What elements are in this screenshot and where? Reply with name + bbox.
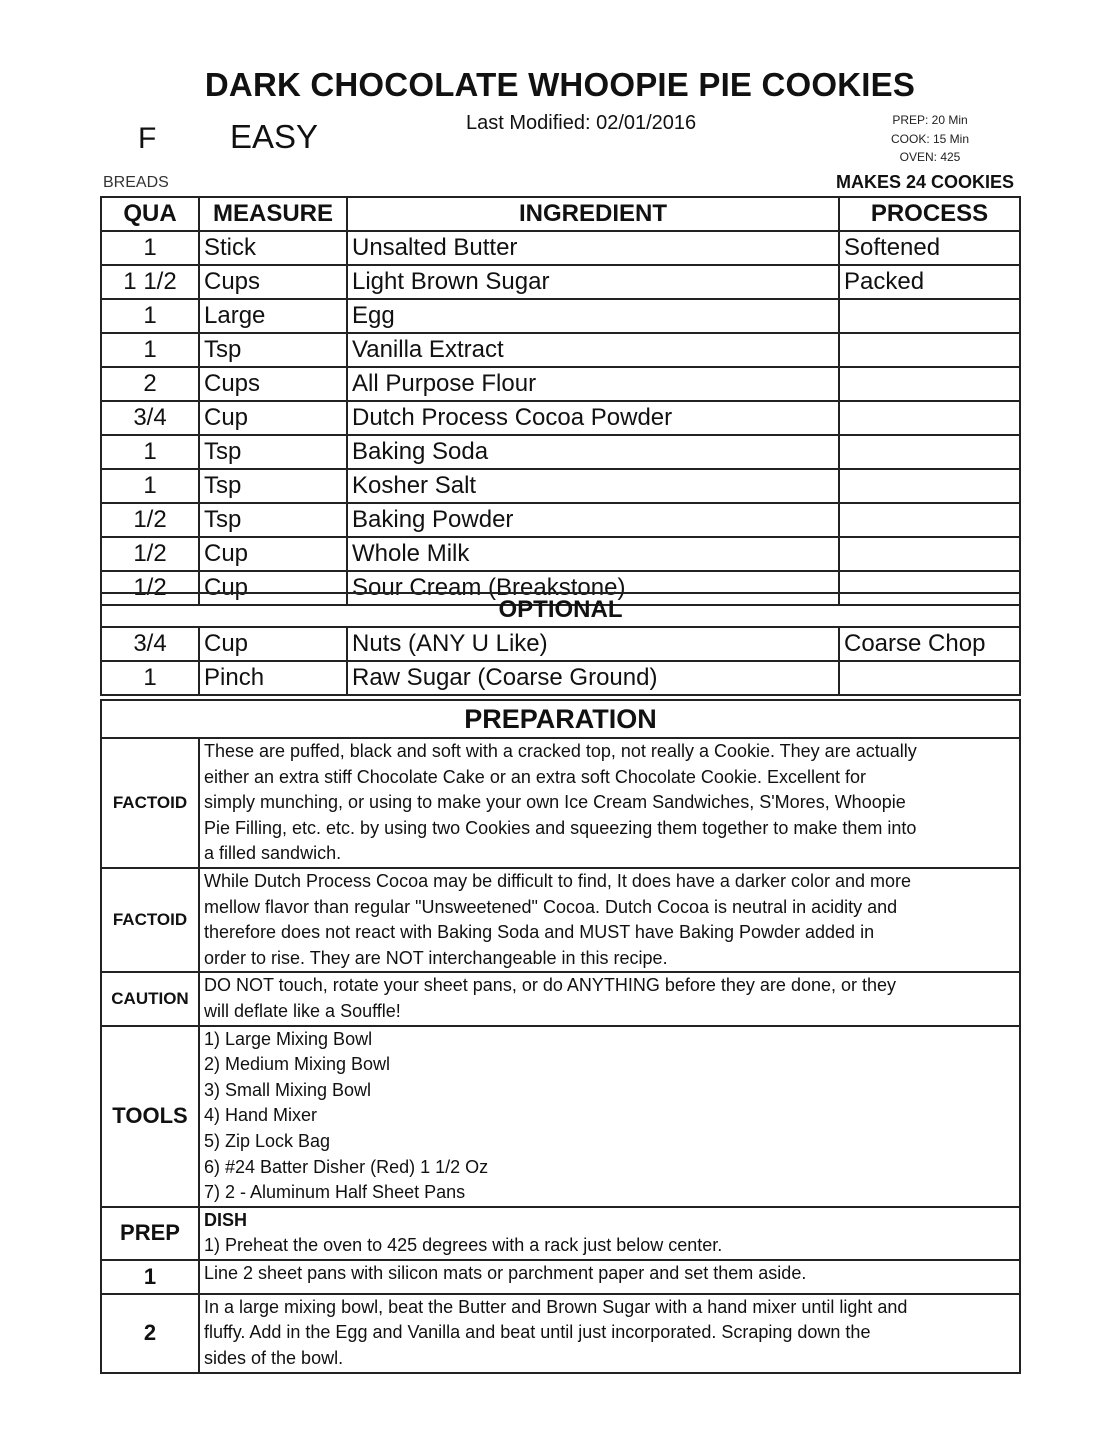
ingredient-measure: Cups xyxy=(199,367,347,401)
text-line: These are puffed, black and soft with a cracked top, not really a Cookie. They are actually xyxy=(204,741,917,761)
caution-label: CAUTION xyxy=(101,972,199,1025)
preparation-title: PREPARATION xyxy=(101,700,1020,738)
yield-label: MAKES 24 COOKIES xyxy=(835,172,1014,192)
ingredient-name: Egg xyxy=(347,299,839,333)
tool-item: 5) Zip Lock Bag xyxy=(204,1130,331,1151)
ingredient-process xyxy=(839,435,1020,469)
col-qty-header: QUA xyxy=(101,197,199,231)
prep-time: PREP: 20 Min xyxy=(892,113,968,127)
ingredient-process xyxy=(839,333,1020,367)
text-line: Pie Filling, etc. etc. by using two Cookies and squeezing them together to make them into xyxy=(204,817,917,838)
difficulty-label: EASY xyxy=(230,118,319,155)
ingredient-row xyxy=(101,469,1020,503)
ingredient-measure: Cup xyxy=(199,627,347,661)
time-info xyxy=(860,111,1000,167)
factoid-text xyxy=(199,738,1020,868)
text-line: DO NOT touch, rotate your sheet pans, or do ANYTHING before they are done, or they xyxy=(204,975,897,996)
step-row xyxy=(101,1294,1020,1373)
factoid-label: FACTOID xyxy=(101,738,199,868)
ingredient-row xyxy=(101,503,1020,537)
ingredient-qty: 1/2 xyxy=(101,503,199,537)
text-line: order to rise. They are NOT interchangeable in this recipe. xyxy=(204,947,668,968)
step-number: 1 xyxy=(101,1260,199,1294)
factoid-row xyxy=(101,738,1020,868)
ingredients-table xyxy=(100,196,1021,606)
ingredient-process xyxy=(839,537,1020,571)
text-line: simply munching, or using to make your own Ice Cream Sandwiches, S'Mores, Whoopie xyxy=(204,792,906,813)
ingredient-name: All Purpose Flour xyxy=(347,367,839,401)
text-line: will deflate like a Souffle! xyxy=(204,1000,401,1021)
ingredient-process xyxy=(839,299,1020,333)
ingredient-name: Baking Soda xyxy=(347,435,839,469)
ingredient-process xyxy=(839,401,1020,435)
recipe-title: DARK CHOCOLATE WHOOPIE PIE COOKIES xyxy=(204,66,916,103)
ingredient-qty: 1 xyxy=(101,469,199,503)
tool-item: 6) #24 Batter Disher (Red) 1 1/2 Oz xyxy=(204,1156,489,1177)
ingredient-row xyxy=(101,367,1020,401)
ingredient-name: Sour Cream (Breakstone) xyxy=(347,571,839,605)
prep-heading: DISH xyxy=(204,1209,248,1230)
ingredient-row xyxy=(101,435,1020,469)
ingredient-row xyxy=(101,231,1020,265)
ingredient-qty: 1 xyxy=(101,333,199,367)
ingredient-name: Whole Milk xyxy=(347,537,839,571)
tool-item: 2) Medium Mixing Bowl xyxy=(204,1054,391,1075)
ingredient-process xyxy=(839,503,1020,537)
ingredient-measure: Cup xyxy=(199,571,347,605)
last-modified: Last Modified: 02/01/2016 xyxy=(466,112,697,134)
ingredient-name: Light Brown Sugar xyxy=(347,265,839,299)
prep-text xyxy=(199,1207,1020,1260)
optional-body xyxy=(101,593,1020,695)
ingredient-name: Nuts (ANY U Like) xyxy=(347,627,839,661)
preparation-table xyxy=(100,699,1021,1374)
factoid-label: FACTOID xyxy=(101,868,199,972)
ingredient-name: Vanilla Extract xyxy=(347,333,839,367)
text-line: a filled sandwich. xyxy=(204,843,342,864)
col-process-header: PROCESS xyxy=(839,197,1020,231)
ingredient-measure: Pinch xyxy=(199,661,347,695)
ingredient-process xyxy=(839,469,1020,503)
ingredient-row xyxy=(101,401,1020,435)
ingredient-qty: 1/2 xyxy=(101,571,199,605)
ingredient-process: Softened xyxy=(839,231,1020,265)
ingredient-row xyxy=(101,661,1020,695)
ingredient-row xyxy=(101,265,1020,299)
factoid-text xyxy=(199,868,1020,972)
ingredient-measure: Cups xyxy=(199,265,347,299)
ingredient-row xyxy=(101,333,1020,367)
tools-list xyxy=(199,1026,1020,1207)
ingredient-row xyxy=(101,299,1020,333)
ingredient-name: Raw Sugar (Coarse Ground) xyxy=(347,661,839,695)
ingredient-measure: Cup xyxy=(199,401,347,435)
ingredient-measure: Tsp xyxy=(199,333,347,367)
ingredients-body xyxy=(101,231,1020,605)
tool-item: 4) Hand Mixer xyxy=(204,1105,318,1126)
ingredient-process xyxy=(839,661,1020,695)
step-row xyxy=(101,1260,1020,1294)
ingredient-name: Dutch Process Cocoa Powder xyxy=(347,401,839,435)
caution-text xyxy=(199,972,1020,1025)
ingredient-qty: 2 xyxy=(101,367,199,401)
step-text xyxy=(199,1260,1020,1294)
col-ingredient-header: INGREDIENT xyxy=(347,197,839,231)
text-line: either an extra stiff Chocolate Cake or an extra soft Chocolate Cookie. Excellent for xyxy=(204,766,867,787)
text-line: sides of the bowl. xyxy=(204,1348,344,1369)
step-text xyxy=(199,1294,1020,1373)
ingredient-measure: Tsp xyxy=(199,469,347,503)
tools-label: TOOLS xyxy=(101,1026,199,1207)
optional-title: OPTIONAL xyxy=(101,593,1020,627)
ingredient-name: Kosher Salt xyxy=(347,469,839,503)
ingredient-row xyxy=(101,537,1020,571)
ingredient-measure: Tsp xyxy=(199,435,347,469)
ingredient-process: Packed xyxy=(839,265,1020,299)
text-line: 1) Preheat the oven to 425 degrees with a rack just below center. xyxy=(204,1235,723,1256)
factoid-row xyxy=(101,868,1020,972)
tool-item: 3) Small Mixing Bowl xyxy=(204,1079,372,1100)
cook-time: COOK: 15 Min xyxy=(890,131,970,146)
text-line: In a large mixing bowl, beat the Butter and Brown Sugar with a hand mixer until light and xyxy=(204,1296,908,1317)
ingredients-header-row xyxy=(101,197,1020,231)
ingredient-process xyxy=(839,367,1020,401)
ingredient-measure: Large xyxy=(199,299,347,333)
text-line: fluffy. Add in the Egg and Vanilla and beat until just incorporated. Scraping down the xyxy=(204,1322,871,1343)
tools-row xyxy=(101,1026,1020,1207)
ingredient-qty: 3/4 xyxy=(101,627,199,661)
tool-item: 1) Large Mixing Bowl xyxy=(204,1028,373,1049)
text-line: mellow flavor than regular "Unsweetened" Cocoa. Dutch Cocoa is neutral in acidity and xyxy=(204,896,898,917)
ingredient-qty: 1/2 xyxy=(101,537,199,571)
text-line: Line 2 sheet pans with silicon mats or parchment paper and set them aside. xyxy=(204,1262,807,1283)
text-line: therefore does not react with Baking Soda and MUST have Baking Powder added in xyxy=(204,922,875,943)
ingredient-name: Unsalted Butter xyxy=(347,231,839,265)
ingredient-qty: 3/4 xyxy=(101,401,199,435)
optional-table xyxy=(100,592,1021,696)
ingredient-qty: 1 xyxy=(101,661,199,695)
recipe-code: F xyxy=(138,122,157,155)
ingredient-measure: Stick xyxy=(199,231,347,265)
ingredient-qty: 1 1/2 xyxy=(101,265,199,299)
ingredient-row xyxy=(101,627,1020,661)
col-measure-header: MEASURE xyxy=(199,197,347,231)
tool-item: 7) 2 - Aluminum Half Sheet Pans xyxy=(204,1182,466,1203)
oven-temp: OVEN: 425 xyxy=(899,150,961,164)
ingredient-qty: 1 xyxy=(101,231,199,265)
ingredient-process: Coarse Chop xyxy=(839,627,1020,661)
prep-label: PREP xyxy=(101,1207,199,1260)
caution-row xyxy=(101,972,1020,1025)
ingredient-qty: 1 xyxy=(101,435,199,469)
category-label: BREADS xyxy=(103,174,169,191)
text-line: While Dutch Process Cocoa may be difficult to find, It does have a darker color and more xyxy=(204,870,912,891)
ingredient-measure: Tsp xyxy=(199,503,347,537)
ingredient-measure: Cup xyxy=(199,537,347,571)
prep-row xyxy=(101,1207,1020,1260)
ingredient-name: Baking Powder xyxy=(347,503,839,537)
ingredient-qty: 1 xyxy=(101,299,199,333)
step-number: 2 xyxy=(101,1294,199,1373)
